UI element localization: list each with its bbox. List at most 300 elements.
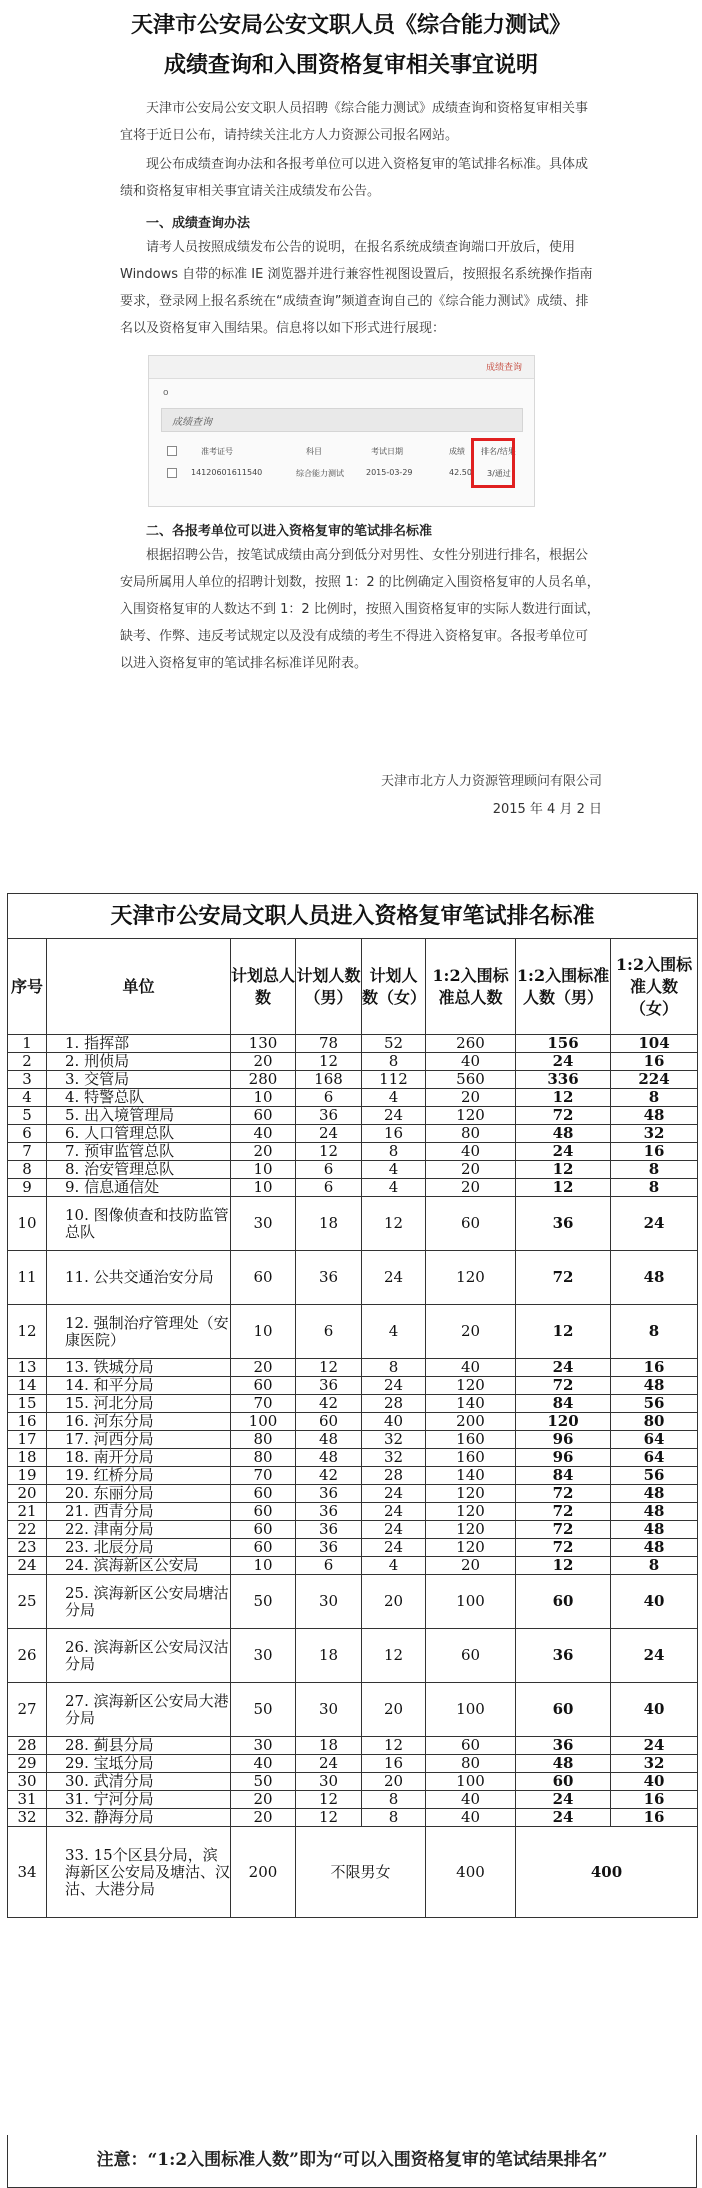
cell-no: 19 [8,1467,47,1485]
cell-std-total: 40 [426,1809,516,1827]
cell-unit: 32. 静海分局 [47,1809,231,1827]
cell-std-male: 72 [516,1485,611,1503]
cell-score: 42.50 [449,468,472,477]
cell-total: 60 [231,1503,296,1521]
cell-unit: 21. 西青分局 [47,1503,231,1521]
cell-unit: 13. 铁城分局 [47,1359,231,1377]
cell-female: 16 [362,1755,426,1773]
cell-unit: 4. 特警总队 [47,1089,231,1107]
cell-std-male: 84 [516,1467,611,1485]
header-std-total: 1:2入围标准总人数 [426,939,516,1035]
section1-heading: 一、成绩查询办法 [146,216,251,231]
cell-unit: 24. 滨海新区公安局 [47,1557,231,1575]
cell-female: 32 [362,1449,426,1467]
cell-female: 20 [362,1683,426,1737]
cell-std-male: 48 [516,1755,611,1773]
checkbox-icon [167,446,177,456]
cell-no: 29 [8,1755,47,1773]
cell-std-female: 24 [611,1737,698,1755]
cell-no: 24 [8,1557,47,1575]
table-row-last [8,1827,698,1918]
cell-std-female: 80 [611,1413,698,1431]
cell-std-male: 60 [516,1575,611,1629]
section2-heading: 二、各报考单位可以进入资格复审的笔试排名标准 [146,524,433,539]
cell-female: 8 [362,1053,426,1071]
table-row [8,1413,698,1431]
cell-std-male: 12 [516,1179,611,1197]
cell-std-male: 60 [516,1773,611,1791]
cell-std-total: 160 [426,1449,516,1467]
screenshot-marker: o [163,388,169,398]
doc-title-line2: 成绩查询和入围资格复审相关事宜说明 [163,53,538,78]
cell-unit: 26. 滨海新区公安局汉沽分局 [47,1629,231,1683]
table-row [8,1773,698,1791]
cell-total: 30 [231,1629,296,1683]
cell-std-female: 48 [611,1539,698,1557]
cell-std-total: 140 [426,1395,516,1413]
cell-male: 18 [296,1197,362,1251]
header-total: 计划总人数 [231,939,296,1035]
cell-male: 18 [296,1737,362,1755]
cell-unit: 3. 交管局 [47,1071,231,1089]
cell-female: 12 [362,1629,426,1683]
cell-female: 12 [362,1197,426,1251]
cell-total: 50 [231,1773,296,1791]
cell-std-male: 24 [516,1053,611,1071]
cell-std-female: 8 [611,1557,698,1575]
cell-male: 12 [296,1809,362,1827]
cell-female: 28 [362,1395,426,1413]
cell-total: 60 [231,1521,296,1539]
cell-std-female: 24 [611,1629,698,1683]
cell-no: 13 [8,1359,47,1377]
cell-no: 6 [8,1125,47,1143]
cell-no: 16 [8,1413,47,1431]
cell-std-female: 8 [611,1089,698,1107]
cell-total: 40 [231,1755,296,1773]
last-cell-gender: 不限男女 [296,1827,426,1918]
last-cell-std_total: 400 [426,1827,516,1918]
cell-unit: 1. 指挥部 [47,1035,231,1053]
cell-female: 24 [362,1521,426,1539]
cell-no: 17 [8,1431,47,1449]
cell-no: 21 [8,1503,47,1521]
col-date: 考试日期 [371,447,403,456]
cell-std-female: 32 [611,1125,698,1143]
screenshot-panel-title [161,408,523,432]
cell-std-male: 12 [516,1089,611,1107]
last-cell-total: 200 [231,1827,296,1918]
cell-female: 24 [362,1539,426,1557]
cell-total: 70 [231,1395,296,1413]
checkbox-icon [167,468,177,478]
table-note: 注意：“1:2入围标准人数”即为“可以入围资格复审的笔试结果排名” [7,2135,697,2188]
header-female: 计划人数（女） [362,939,426,1035]
cell-std-male: 36 [516,1737,611,1755]
cell-female: 4 [362,1161,426,1179]
cell-std-total: 60 [426,1197,516,1251]
cell-unit: 6. 人口管理总队 [47,1125,231,1143]
cell-std-female: 8 [611,1179,698,1197]
cell-unit: 17. 河西分局 [47,1431,231,1449]
cell-unit: 22. 津南分局 [47,1521,231,1539]
cell-female: 40 [362,1413,426,1431]
header-unit: 单位 [47,939,231,1035]
cell-std-total: 20 [426,1161,516,1179]
cell-std-female: 48 [611,1503,698,1521]
header-male: 计划人数（男） [296,939,362,1035]
cell-unit: 7. 预审监管总队 [47,1143,231,1161]
cell-subject: 综合能力测试 [296,469,344,478]
cell-std-male: 120 [516,1413,611,1431]
cell-no: 20 [8,1485,47,1503]
cell-female: 24 [362,1107,426,1125]
table-row [8,1431,698,1449]
col-score: 成绩 [449,447,465,456]
cell-male: 30 [296,1773,362,1791]
cell-std-female: 40 [611,1575,698,1629]
cell-male: 30 [296,1683,362,1737]
cell-std-female: 48 [611,1107,698,1125]
cell-male: 36 [296,1485,362,1503]
cell-female: 4 [362,1179,426,1197]
cell-total: 10 [231,1179,296,1197]
cell-female: 24 [362,1485,426,1503]
document-notice [0,0,702,845]
table-row [8,1467,698,1485]
cell-total: 20 [231,1809,296,1827]
cell-std-total: 120 [426,1521,516,1539]
cell-total: 50 [231,1683,296,1737]
table-row [8,1557,698,1575]
cell-std-male: 72 [516,1377,611,1395]
cell-std-total: 260 [426,1035,516,1053]
cell-no: 27 [8,1683,47,1737]
cell-male: 42 [296,1467,362,1485]
cell-std-total: 60 [426,1737,516,1755]
cell-std-female: 104 [611,1035,698,1053]
cell-total: 40 [231,1125,296,1143]
col-ticket: 准考证号 [201,447,233,456]
rank-highlight-box [471,438,515,488]
cell-total: 10 [231,1305,296,1359]
cell-std-total: 40 [426,1791,516,1809]
cell-no: 32 [8,1809,47,1827]
cell-std-female: 16 [611,1053,698,1071]
cell-std-total: 40 [426,1053,516,1071]
cell-no: 10 [8,1197,47,1251]
cell-std-total: 20 [426,1557,516,1575]
cell-male: 6 [296,1089,362,1107]
cell-no: 11 [8,1251,47,1305]
cell-no: 28 [8,1737,47,1755]
cell-male: 6 [296,1161,362,1179]
cell-std-female: 16 [611,1791,698,1809]
cell-total: 20 [231,1359,296,1377]
cell-no: 5 [8,1107,47,1125]
cell-no: 22 [8,1521,47,1539]
cell-total: 80 [231,1449,296,1467]
table-row [8,1485,698,1503]
cell-unit: 9. 信息通信处 [47,1179,231,1197]
cell-female: 4 [362,1305,426,1359]
cell-rank: 3/通过 [487,469,511,478]
cell-female: 28 [362,1467,426,1485]
cell-total: 60 [231,1107,296,1125]
cell-std-male: 72 [516,1521,611,1539]
cell-std-total: 20 [426,1089,516,1107]
cell-male: 24 [296,1755,362,1773]
cell-female: 8 [362,1359,426,1377]
cell-std-female: 64 [611,1431,698,1449]
cell-unit: 11. 公共交通治安分局 [47,1251,231,1305]
cell-std-total: 100 [426,1683,516,1737]
cell-total: 20 [231,1143,296,1161]
header-std-female: 1:2入围标准人数（女） [611,939,698,1035]
cell-female: 20 [362,1773,426,1791]
cell-std-female: 16 [611,1143,698,1161]
cell-ticket: 14120601611540 [191,468,263,477]
cell-std-total: 20 [426,1179,516,1197]
cell-male: 12 [296,1143,362,1161]
cell-male: 36 [296,1107,362,1125]
table-row [8,1521,698,1539]
cell-male: 12 [296,1791,362,1809]
cell-male: 48 [296,1449,362,1467]
cell-std-female: 48 [611,1377,698,1395]
cell-unit: 12. 强制治疗管理处（安康医院） [47,1305,231,1359]
cell-total: 100 [231,1413,296,1431]
cell-no: 12 [8,1305,47,1359]
cell-no: 15 [8,1395,47,1413]
cell-total: 10 [231,1557,296,1575]
cell-no: 7 [8,1143,47,1161]
cell-std-male: 24 [516,1359,611,1377]
cell-std-female: 16 [611,1809,698,1827]
cell-std-total: 120 [426,1251,516,1305]
cell-male: 60 [296,1413,362,1431]
cell-std-male: 24 [516,1143,611,1161]
cell-std-total: 120 [426,1107,516,1125]
cell-std-female: 48 [611,1521,698,1539]
cell-male: 48 [296,1431,362,1449]
cell-total: 70 [231,1467,296,1485]
cell-unit: 31. 宁河分局 [47,1791,231,1809]
screenshot-header [149,356,534,379]
table-row [8,1035,698,1053]
cell-std-total: 100 [426,1575,516,1629]
cell-male: 36 [296,1251,362,1305]
cell-total: 60 [231,1485,296,1503]
cell-unit: 19. 红桥分局 [47,1467,231,1485]
cell-total: 20 [231,1053,296,1071]
cell-total: 280 [231,1071,296,1089]
section2-paragraph: 根据招聘公告，按笔试成绩由高分到低分对男性、女性分别进行排名，根据公安局所属用人单位的招聘计划数，按照 1：2 的比例确定入围资格复审的人员名单，入围资格复审的人数达不到 1：2 比例时，按照入围资格复审的实际人数进行面试，缺考、作弊、违反考试规定以及没有成绩的考生不得进入资格复审。各报考单位可以进入资格复审的笔试排名标准详见附表。 [120,548,600,671]
header-std-male: 1:2入围标准人数（男） [516,939,611,1035]
cell-std-total: 40 [426,1359,516,1377]
cell-std-male: 48 [516,1125,611,1143]
panel-title-text: 成绩查询 [172,417,212,428]
table-row [8,1161,698,1179]
ranking-standard-table [7,893,698,1918]
cell-no: 3 [8,1071,47,1089]
cell-male: 6 [296,1305,362,1359]
cell-female: 4 [362,1089,426,1107]
table-row [8,1071,698,1089]
cell-std-female: 32 [611,1755,698,1773]
cell-std-male: 72 [516,1251,611,1305]
cell-no: 9 [8,1179,47,1197]
cell-no: 18 [8,1449,47,1467]
cell-total: 10 [231,1089,296,1107]
cell-female: 8 [362,1791,426,1809]
cell-female: 24 [362,1377,426,1395]
table-row [8,1143,698,1161]
cell-std-male: 336 [516,1071,611,1089]
cell-std-female: 8 [611,1161,698,1179]
intro-paragraph-2: 现公布成绩查询办法和各报考单位可以进入资格复审的笔试排名标准。具体成绩和资格复审相关事宜请关注成绩发布公告。 [120,157,589,199]
cell-std-male: 96 [516,1431,611,1449]
cell-total: 30 [231,1737,296,1755]
table-row [8,1125,698,1143]
cell-unit: 5. 出入境管理局 [47,1107,231,1125]
header-no: 序号 [8,939,47,1035]
cell-std-male: 72 [516,1539,611,1557]
table-row [8,1359,698,1377]
cell-no: 25 [8,1575,47,1629]
table-row [8,1683,698,1737]
cell-std-female: 48 [611,1251,698,1305]
cell-no: 26 [8,1629,47,1683]
table-row [8,1449,698,1467]
col-rank: 排名/结果 [481,447,516,456]
cell-std-female: 224 [611,1071,698,1089]
cell-male: 36 [296,1377,362,1395]
cell-male: 12 [296,1053,362,1071]
cell-no: 2 [8,1053,47,1071]
cell-male: 78 [296,1035,362,1053]
cell-no: 30 [8,1773,47,1791]
cell-male: 6 [296,1557,362,1575]
cell-date: 2015-03-29 [366,468,413,477]
cell-female: 8 [362,1809,426,1827]
cell-std-male: 72 [516,1107,611,1125]
cell-total: 50 [231,1575,296,1629]
cell-no: 8 [8,1161,47,1179]
table-row [8,1791,698,1809]
cell-std-total: 120 [426,1503,516,1521]
table-row [8,1755,698,1773]
cell-total: 80 [231,1431,296,1449]
cell-male: 36 [296,1539,362,1557]
last-cell-std: 400 [516,1827,698,1918]
cell-std-female: 16 [611,1359,698,1377]
cell-male: 42 [296,1395,362,1413]
doc-title-line1: 天津市公安局公安文职人员《综合能力测试》 [130,13,571,38]
cell-unit: 14. 和平分局 [47,1377,231,1395]
table-row [8,1305,698,1359]
cell-total: 60 [231,1539,296,1557]
cell-std-total: 20 [426,1305,516,1359]
cell-std-female: 56 [611,1395,698,1413]
cell-std-male: 72 [516,1503,611,1521]
cell-std-total: 80 [426,1755,516,1773]
cell-unit: 25. 滨海新区公安局塘沽分局 [47,1575,231,1629]
score-query-screenshot [148,355,535,507]
cell-male: 6 [296,1179,362,1197]
cell-unit: 27. 滨海新区公安局大港分局 [47,1683,231,1737]
cell-no: 31 [8,1791,47,1809]
cell-female: 4 [362,1557,426,1575]
cell-unit: 29. 宝坻分局 [47,1755,231,1773]
cell-std-total: 140 [426,1467,516,1485]
cell-male: 36 [296,1521,362,1539]
table-row [8,1539,698,1557]
table-row [8,1575,698,1629]
intro-paragraph: 天津市公安局公安文职人员招聘《综合能力测试》成绩查询和资格复审相关事宜将于近日公布，请持续关注北方人力资源公司报名网站。 [120,101,589,143]
cell-std-female: 40 [611,1773,698,1791]
cell-female: 24 [362,1251,426,1305]
cell-std-male: 60 [516,1683,611,1737]
cell-unit: 28. 蓟县分局 [47,1737,231,1755]
cell-std-female: 8 [611,1305,698,1359]
cell-female: 8 [362,1143,426,1161]
cell-std-total: 60 [426,1629,516,1683]
cell-std-total: 120 [426,1485,516,1503]
cell-std-total: 80 [426,1125,516,1143]
cell-std-male: 24 [516,1809,611,1827]
cell-female: 52 [362,1035,426,1053]
table-row [8,1629,698,1683]
cell-std-male: 12 [516,1557,611,1575]
table-row [8,1251,698,1305]
cell-std-female: 48 [611,1485,698,1503]
section1-paragraph: 请考人员按照成绩发布公告的说明，在报名系统成绩查询端口开放后，使用 Windows 自带的标准 IE 浏览器并进行兼容性视图设置后，按照报名系统操作指南要求，登录网上报名系统在“成绩查询”频道查询自己的《综合能力测试》成绩、排名以及资格复审入围结果。信息将以如下形式进行展现： [120,240,593,336]
table-row [8,1197,698,1251]
cell-std-total: 120 [426,1539,516,1557]
cell-std-male: 156 [516,1035,611,1053]
table-header-row [8,939,698,1035]
table-row [8,1377,698,1395]
cell-unit: 18. 南开分局 [47,1449,231,1467]
signature: 天津市北方人力资源管理顾问有限公司 [380,774,602,789]
table-row [8,1053,698,1071]
cell-std-male: 12 [516,1305,611,1359]
cell-total: 20 [231,1791,296,1809]
last-cell-unit: 33. 15个区县分局，滨海新区公安局及塘沽、汉沽、大港分局 [47,1827,231,1918]
table-row [8,1179,698,1197]
cell-total: 10 [231,1161,296,1179]
cell-no: 14 [8,1377,47,1395]
cell-std-total: 200 [426,1413,516,1431]
cell-unit: 20. 东丽分局 [47,1485,231,1503]
date: 2015 年 4 月 2 日 [492,802,602,817]
cell-unit: 10. 图像侦查和技防监管总队 [47,1197,231,1251]
last-cell-no: 34 [8,1827,47,1918]
cell-no: 23 [8,1539,47,1557]
cell-female: 12 [362,1737,426,1755]
cell-std-male: 96 [516,1449,611,1467]
cell-total: 130 [231,1035,296,1053]
table-title: 天津市公安局文职人员进入资格复审笔试排名标准 [8,894,698,939]
cell-female: 16 [362,1125,426,1143]
cell-male: 24 [296,1125,362,1143]
cell-unit: 23. 北辰分局 [47,1539,231,1557]
cell-unit: 2. 刑侦局 [47,1053,231,1071]
cell-no: 1 [8,1035,47,1053]
cell-male: 168 [296,1071,362,1089]
cell-total: 60 [231,1377,296,1395]
